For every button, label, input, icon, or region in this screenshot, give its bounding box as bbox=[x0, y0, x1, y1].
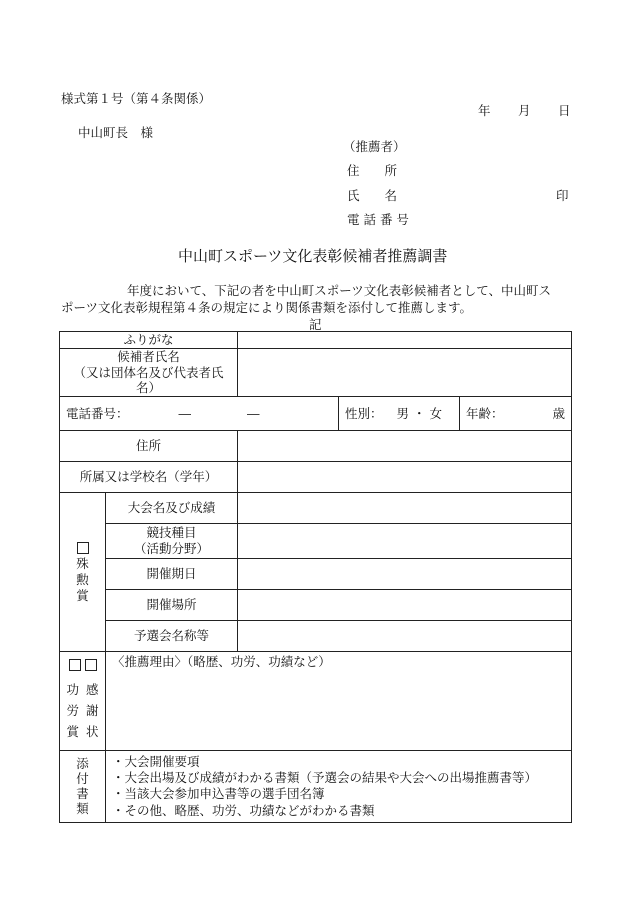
attach-char-4: 類 bbox=[76, 801, 89, 817]
document-title: 中山町スポーツ文化表彰候補者推薦調書 bbox=[178, 247, 448, 265]
event-type-label bbox=[106, 523, 238, 558]
qualifier-field[interactable] bbox=[238, 620, 572, 651]
phone-dash-2: ― bbox=[247, 405, 260, 421]
attach-char-1: 添 bbox=[76, 756, 89, 772]
affiliation-label: 所属又は学校名（学年） bbox=[60, 461, 238, 492]
contact-row bbox=[60, 396, 572, 430]
affiliation-field[interactable] bbox=[238, 461, 572, 492]
furigana-row bbox=[60, 332, 572, 349]
qualifier-row bbox=[60, 620, 572, 651]
attachments-label bbox=[60, 750, 106, 822]
attach-char-3: 書 bbox=[76, 786, 89, 802]
gender-label: 性別： bbox=[345, 405, 383, 421]
attach-char-2: 付 bbox=[76, 771, 89, 787]
age-label: 年齢： bbox=[466, 405, 504, 421]
tournament-row bbox=[60, 492, 572, 523]
dates-field[interactable] bbox=[238, 558, 572, 589]
attachment-item-2: ・大会出場及び成績がわかる書類（予選会の結果や大会への出場推薦書等） bbox=[112, 770, 538, 786]
special-award-char-1: 殊 bbox=[76, 556, 89, 572]
dates-label: 開催期日 bbox=[106, 558, 238, 589]
venue-label: 開催場所 bbox=[106, 589, 238, 620]
candidate-name-label-1: 候補者氏名 bbox=[117, 349, 180, 364]
special-award-char-3: 賞 bbox=[76, 587, 89, 603]
address-row bbox=[60, 430, 572, 461]
gratitude-award-chars bbox=[86, 679, 99, 743]
furigana-label: ふりがな bbox=[60, 332, 238, 349]
age-unit: 歳 bbox=[552, 405, 566, 421]
event-type-label-2: （活動分野） bbox=[134, 540, 210, 556]
merit-char-3: 賞 bbox=[66, 724, 79, 740]
gratitude-char-1: 感 bbox=[85, 681, 99, 697]
recommender-heading: （推薦者） bbox=[343, 139, 406, 154]
address-field[interactable] bbox=[238, 430, 572, 461]
merit-char-2: 労 bbox=[66, 703, 79, 719]
intro-line-2: ポーツ文化表彰規程第４条の規定により関係書類を添付して推薦します。 bbox=[61, 300, 473, 315]
attachment-item-4: ・その他、略歴、功労、功績などがわかる書類 bbox=[112, 802, 375, 818]
tournament-label: 大会名及び成績 bbox=[106, 492, 238, 523]
special-award-checkbox[interactable] bbox=[77, 542, 89, 554]
reason-label: 〈推薦理由〉（略歴、功労、功績など） bbox=[112, 653, 331, 669]
phone-label: 電話番号： bbox=[66, 405, 129, 421]
attachments-row bbox=[60, 750, 572, 822]
affiliation-row bbox=[60, 461, 572, 492]
intro-line-1: 年度において、下記の者を中山町スポーツ文化表彰候補者として、中山町ス bbox=[127, 283, 552, 298]
candidate-name-row bbox=[60, 349, 572, 397]
phone-field[interactable] bbox=[60, 396, 339, 430]
phone-dash-1: ― bbox=[178, 405, 192, 421]
special-award-cell bbox=[60, 492, 106, 651]
address-label: 住所 bbox=[60, 430, 238, 461]
candidate-name-label-2: （又は団体名及び代表者氏名） bbox=[73, 364, 224, 396]
date-day: 日 bbox=[558, 103, 571, 118]
furigana-field[interactable] bbox=[238, 332, 572, 349]
gratitude-char-3: 状 bbox=[85, 724, 99, 740]
attachment-item-3: ・当該大会参加申込書等の選手団名簿 bbox=[112, 786, 325, 802]
recommendation-form-table bbox=[59, 331, 572, 823]
attachments-list bbox=[106, 750, 572, 822]
date-year: 年 bbox=[478, 103, 491, 118]
merit-char-1: 功 bbox=[66, 681, 79, 697]
attachment-item-1: ・大会開催要項 bbox=[112, 753, 200, 769]
recommender-address-label: 住 所 bbox=[347, 163, 398, 178]
addressee: 中山町長 様 bbox=[78, 125, 154, 140]
gender-field[interactable] bbox=[339, 396, 460, 430]
event-type-label-1: 競技種目 bbox=[146, 525, 197, 541]
seal-mark: 印 bbox=[556, 188, 569, 203]
candidate-name-field[interactable] bbox=[238, 349, 572, 397]
gratitude-checkbox[interactable] bbox=[85, 659, 97, 671]
candidate-name-label bbox=[60, 349, 238, 397]
venue-row bbox=[60, 589, 572, 620]
event-type-row bbox=[60, 523, 572, 558]
merit-checkbox[interactable] bbox=[69, 659, 81, 671]
special-award-char-2: 勲 bbox=[76, 571, 89, 587]
gratitude-char-2: 謝 bbox=[85, 703, 99, 719]
event-type-field[interactable] bbox=[238, 523, 572, 558]
gender-options: 男 ・ 女 bbox=[396, 405, 442, 421]
qualifier-label: 予選会名称等 bbox=[106, 620, 238, 651]
merit-award-chars bbox=[66, 679, 79, 743]
venue-field[interactable] bbox=[238, 589, 572, 620]
recommender-name-label: 氏 名 bbox=[347, 188, 398, 203]
recommender-phone-label: 電 話 番 号 bbox=[347, 212, 409, 227]
age-field[interactable] bbox=[460, 396, 572, 430]
tournament-field[interactable] bbox=[238, 492, 572, 523]
dates-row bbox=[60, 558, 572, 589]
reason-field[interactable] bbox=[106, 651, 572, 750]
merit-row bbox=[60, 651, 572, 750]
date-month: 月 bbox=[518, 103, 531, 118]
ki-label: 記 bbox=[309, 317, 322, 332]
form-number: 様式第１号（第４条関係） bbox=[61, 91, 212, 106]
merit-award-cell bbox=[60, 651, 106, 750]
